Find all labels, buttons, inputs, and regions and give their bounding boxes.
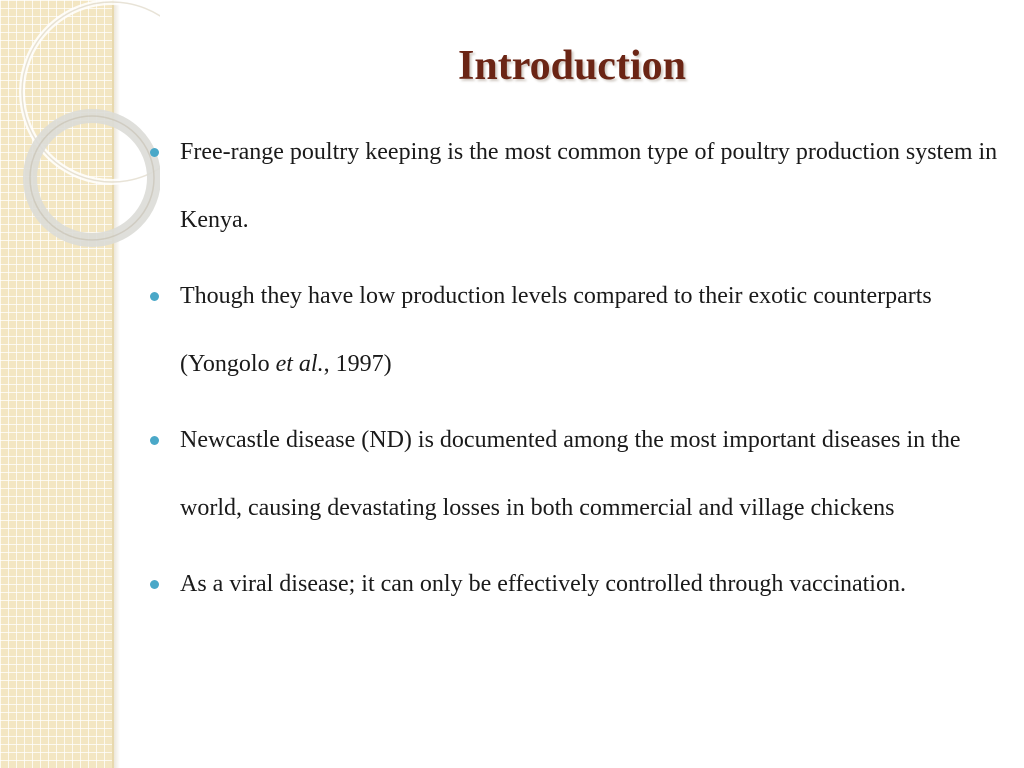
bullet-item (145, 118, 1015, 254)
bullet-dot-icon (150, 436, 159, 445)
bullet-text: Newcastle disease (ND) is documented among the most important diseases in the world, causing devastating losses in both commercial and village chickens (180, 427, 961, 521)
decorative-rings (0, 0, 160, 260)
citation-italic: et al. (275, 351, 324, 377)
bullet-dot-icon (150, 580, 159, 589)
bullet-text (180, 283, 932, 377)
bullet-dot-icon (150, 292, 159, 301)
bullet-dot-icon (150, 148, 159, 157)
decorative-ring-large (22, 2, 160, 182)
bullet-text-part: Though they have low production levels compared to their exotic counterparts (Yongolo (180, 283, 932, 377)
bullet-text: Free-range poultry keeping is the most common type of poultry production system in Kenya. (180, 139, 998, 233)
bullet-item (145, 262, 1015, 398)
bullet-list (145, 118, 1015, 626)
bullet-item (145, 406, 1015, 542)
bullet-item (145, 550, 1015, 618)
bullet-text-part: , 1997) (323, 351, 392, 377)
slide-title: Introduction (458, 43, 686, 89)
bullet-text: As a viral disease; it can only be effectively controlled through vaccination. (180, 571, 906, 597)
